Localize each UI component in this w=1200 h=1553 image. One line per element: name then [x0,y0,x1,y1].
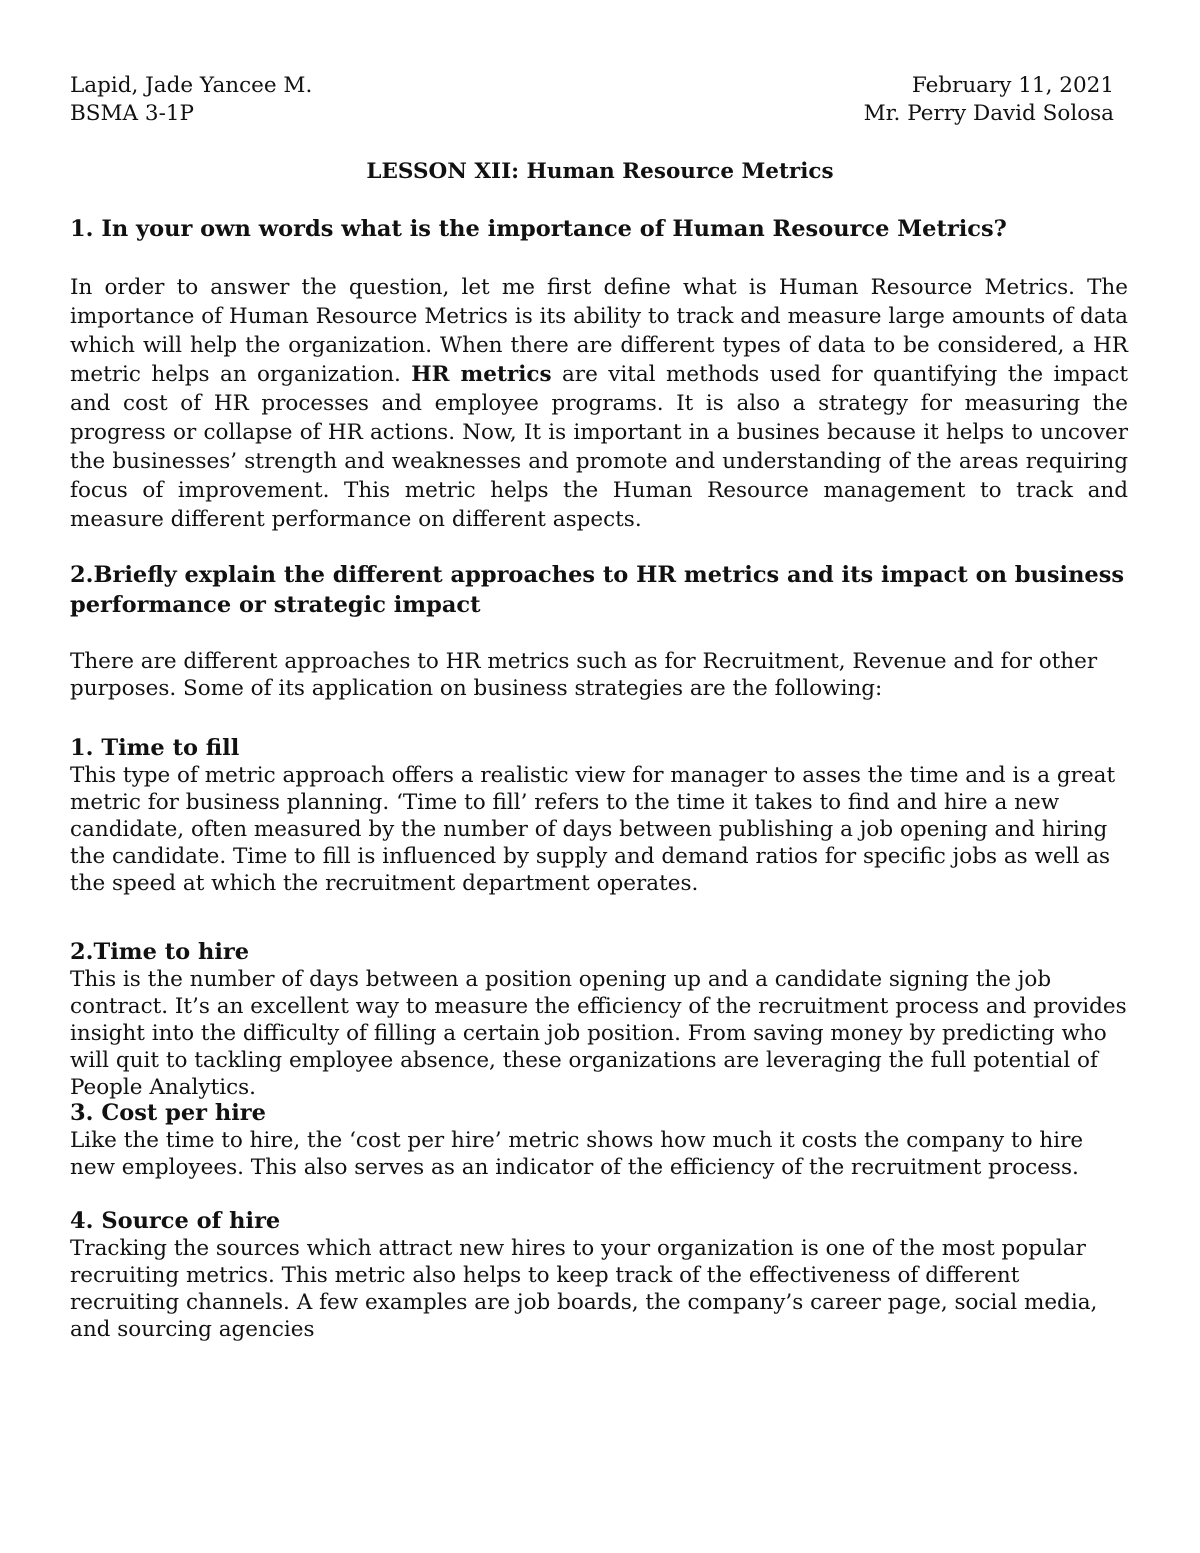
item-time-to-fill [70,734,1128,897]
item-heading: 4. Source of hire [70,1208,281,1234]
answer-1 [70,273,1128,534]
item-body: Like the time to hire, the ‘cost per hire’ metric shows how much it costs the company to hire new employees. This also serves as an indicator of the efficiency of the recruitment process. [70,1128,1084,1180]
date: February 11, 2021 [911,73,1114,98]
answer-1-part-2: are vital methods used for quantifying the impact and cost of HR processes and employee programs. It is also a strategy for measuring the progress or collapse of HR actions. Now, It is important in a busines because it helps to uncover the businesses’ strength and weaknesses and promote and understanding of the areas requiring focus of improvement. This metric helps the Human Resource management to track and measure different performance on different aspects. [70,362,1128,532]
header-row-1 [70,72,1114,100]
item-body: This is the number of days between a position opening up and a candidate signing the job contract. It’s an excellent way to measure the efficiency of the recruitment process and provides insight into the difficulty of filling a certain job position. From saving money by predicting who will quit to tackling employee absence, these organizations are leveraging the full potential of People Analytics. [70,967,1127,1100]
answer-1-bold-term: HR metrics [411,362,552,387]
item-source-of-hire [70,1207,1128,1343]
item-heading: 2.Time to hire [70,939,250,965]
item-body: Tracking the sources which attract new hires to your organization is one of the most popular recruiting metrics. This metric also helps to keep track of the effectiveness of different recruiting channels. A few examples are job boards, the company’s career page, social media, and sourcing agencies [70,1236,1098,1342]
item-heading: 1. Time to fill [70,735,240,761]
answer-1-part-1: In order to answer the question, let me first define what is Human Resource Metrics. The importance of Human Resource Metrics is its ability to track and measure large amounts of data which will help the organization. When there are different types of data to be considered, a HR metric helps an organization. [70,275,1128,387]
section: BSMA 3-1P [70,101,194,126]
student-name: Lapid, Jade Yancee M. [70,73,313,98]
answer-2-intro: There are different approaches to HR metrics such as for Recruitment, Revenue and for other purposes. Some of its application on business strategies are the following: [70,649,1098,701]
header-row-2 [70,100,1114,128]
item-time-to-hire [70,938,1128,1101]
item-cost-per-hire [70,1099,1128,1181]
item-body: This type of metric approach offers a realistic view for manager to asses the time and is a great metric for business planning. ‘Time to fill’ refers to the time it takes to find and hire a new candidate, often measured by the number of days between publishing a job opening and hiring the candidate. Time to fill is influenced by supply and demand ratios for specific jobs as well as the speed at which the recruitment department operates. [70,763,1116,896]
item-heading: 3. Cost per hire [70,1100,266,1126]
question-1: 1. In your own words what is the importance of Human Resource Metrics? [70,216,1007,242]
lesson-title: LESSON XII: Human Resource Metrics [366,159,834,184]
question-2: 2.Briefly explain the different approaches to HR metrics and its impact on business performance or strategic impact [70,562,1125,618]
instructor: Mr. Perry David Solosa [863,101,1114,126]
